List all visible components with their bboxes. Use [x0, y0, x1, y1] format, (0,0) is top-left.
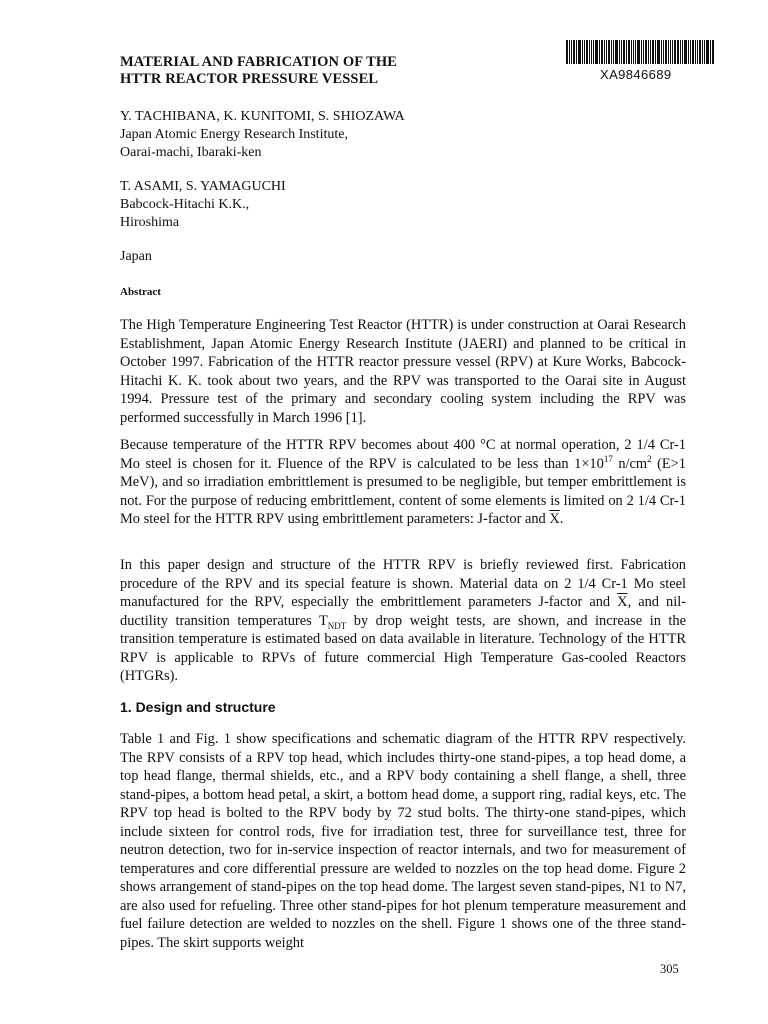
barcode-bar — [702, 40, 703, 64]
barcode-bar — [648, 40, 649, 64]
abstract-paragraph-3 — [120, 556, 686, 686]
barcode-bar — [604, 40, 605, 64]
text-run: In this paper design and structure of the HTTR RPV is briefly reviewed first. Fabrication procedure of the RPV and its special feature is shown. Material data on 2 1/4 Cr-1 Mo steel manufactured for the RPV, especially the embrittlement parameters J-factor and — [120, 557, 686, 610]
barcode-bar — [586, 40, 588, 64]
barcode-bar — [569, 40, 570, 64]
barcode-bar — [652, 40, 654, 64]
barcode-bar — [611, 40, 612, 64]
barcode-bar — [695, 40, 696, 64]
barcode-bar — [712, 40, 714, 64]
abstract-paragraph-1: The High Temperature Engineering Test Reactor (HTTR) is under construction at Oarai Research Establishment, Japan Atomic Energy Research Institute (JAERI) and planned to be critical in October 1997. Fabrication of the HTTR reactor pressure vessel (RPV) at Kure Works, Babcock-Hitachi K. K. took about two years, and the RPV was transported to the Oarai site in August 1994. Pressure test of the primary and secondary cooling system including the RPV was performed successfully in March 1996 [1]. — [120, 317, 686, 426]
barcode-bar — [608, 40, 610, 64]
subscript: NDT — [327, 620, 347, 631]
barcode-image — [566, 40, 722, 64]
barcode-bar — [692, 40, 694, 64]
barcode-bar — [637, 40, 640, 64]
country: Japan — [120, 249, 152, 264]
barcode-bar — [670, 40, 671, 64]
barcode-bar — [706, 40, 709, 64]
barcode-bar — [710, 40, 711, 64]
affiliation-line: Babcock-Hitachi K.K., — [120, 197, 250, 212]
barcode-bar — [566, 40, 568, 64]
barcode-bar — [582, 40, 583, 64]
paper-title — [120, 54, 540, 88]
barcode-bar — [615, 40, 618, 64]
barcode-bar — [674, 40, 676, 64]
exponent: 17 — [603, 453, 613, 464]
barcode-bar — [690, 40, 691, 64]
barcode-bar — [677, 40, 679, 64]
abstract-paragraph-2 — [120, 436, 686, 529]
barcode-bar — [635, 40, 636, 64]
barcode-bar — [631, 40, 632, 64]
barcode-bar — [619, 40, 620, 64]
text-run: n/cm — [612, 455, 648, 472]
barcode-bar — [584, 40, 585, 64]
barcode-bar — [601, 40, 603, 64]
author-group-1 — [120, 108, 405, 162]
title-line-1: MATERIAL AND FABRICATION OF THE — [120, 54, 398, 70]
x-bar-symbol: $\overline{X}$ — [617, 594, 628, 610]
barcode-bar — [589, 40, 590, 64]
x-bar-symbol: $\overline{X}$ — [549, 511, 560, 527]
author-names: T. ASAMI, S. YAMAGUCHI — [120, 179, 286, 194]
text-run: Because temperature of the HTTR RPV becomes about 400 °C at normal operation, 2 1/4 Cr-1 Mo steel is chosen for it. Fluence of the RPV is calculated to be less than 1×10 — [120, 437, 686, 472]
barcode-bar — [643, 40, 644, 64]
barcode-bar — [593, 40, 594, 64]
barcode-bar — [682, 40, 683, 64]
barcode-bar — [591, 40, 592, 64]
barcode-bar — [633, 40, 634, 64]
affiliation-line: Hiroshima — [120, 215, 180, 230]
page-number: 305 — [660, 962, 679, 976]
barcode-bar — [576, 40, 577, 64]
barcode-bar — [645, 40, 647, 64]
affiliation-line: Oarai-machi, Ibaraki-ken — [120, 145, 262, 160]
exponent: 2 — [647, 453, 652, 464]
section-paragraph: Table 1 and Fig. 1 show specifications and schematic diagram of the HTTR RPV respectively. The RPV consists of a RPV top head, which includes thirty-one stand-pipes, a top head dome, a top head flange, thermal shields, etc., and a RPV body containing a shell flange, a shell, three stand-pipes, a bottom head petal, a skirt, a bottom head dome, a support ring, radial keys, etc. The RPV top head is bolted to the RPV body by 72 stud bolts. The thirty-one stand-pipes, which include sixteen for control rods, five for irradiation test, three for surveillance test, three for neutron detection, two for in-service inspection of reactor internals, and two for measurement of temperatures and core differential pressure are welded to nozzles on the top head dome. Figure 2 shows arrangement of stand-pipes on the top head dome. The largest seven stand-pipes, N1 to N7, are also used for refueling. Three other stand-pipes for hot plenum temperature measurement and fuel failure detection are welded to nozzles on the shell. Figure 1 shows one of the three stand-pipes. The skirt supports weight — [120, 731, 686, 951]
title-line-2: HTTR REACTOR PRESSURE VESSEL — [120, 71, 379, 87]
report-id: XA9846689 — [600, 67, 672, 82]
text-run: (E>1 MeV), and so irradiation embrittlement is presumed to be negligible, but temper embrittlement is not. For the purpose of reducing embrittlement, content of some elements is limited on 2 1/4 Cr-1 Mo steel for the HTTR RPV using embrittlement parameters: J-factor and — [120, 455, 686, 527]
barcode-bar — [697, 40, 698, 64]
abstract-heading: Abstract — [120, 286, 161, 298]
barcode-bar — [626, 40, 627, 64]
barcode-bar — [621, 40, 622, 64]
text-run: . — [559, 511, 564, 527]
barcode-bar — [623, 40, 625, 64]
barcode-bar — [628, 40, 630, 64]
barcode-bar — [663, 40, 664, 64]
barcode-bar — [699, 40, 701, 64]
barcode-bar — [680, 40, 681, 64]
barcode-bar — [606, 40, 607, 64]
barcode-bar — [684, 40, 687, 64]
section-heading: 1. Design and structure — [120, 699, 276, 715]
barcode-bar — [641, 40, 642, 64]
barcode-bar — [665, 40, 667, 64]
barcode-bar — [578, 40, 581, 64]
barcode-bar — [668, 40, 669, 64]
barcode-bar — [650, 40, 651, 64]
barcode-bar — [688, 40, 689, 64]
barcode-bar — [657, 40, 660, 64]
text-run: by drop weight tests, are shown, and increase in the transition temperature is estimated based on data available in literature. Technology of the HTTR RPV is applicable to RPVs of future commercial High Temperature Gas-cooled Reactors (HTGRs). — [120, 612, 686, 684]
barcode-bar — [655, 40, 656, 64]
barcode-bar — [599, 40, 600, 64]
barcode-bar — [704, 40, 705, 64]
affiliation-line: Japan Atomic Energy Research Institute, — [120, 127, 348, 142]
barcode-bar — [672, 40, 673, 64]
author-names: Y. TACHIBANA, K. KUNITOMI, S. SHIOZAWA — [120, 109, 405, 124]
barcode-bar — [661, 40, 662, 64]
barcode-bar — [613, 40, 614, 64]
barcode-bar — [573, 40, 575, 64]
text-run: , and nil-ductility transition temperatures T — [120, 594, 686, 629]
author-group-2 — [120, 178, 286, 232]
barcode-bar — [595, 40, 598, 64]
barcode-bar — [571, 40, 572, 64]
